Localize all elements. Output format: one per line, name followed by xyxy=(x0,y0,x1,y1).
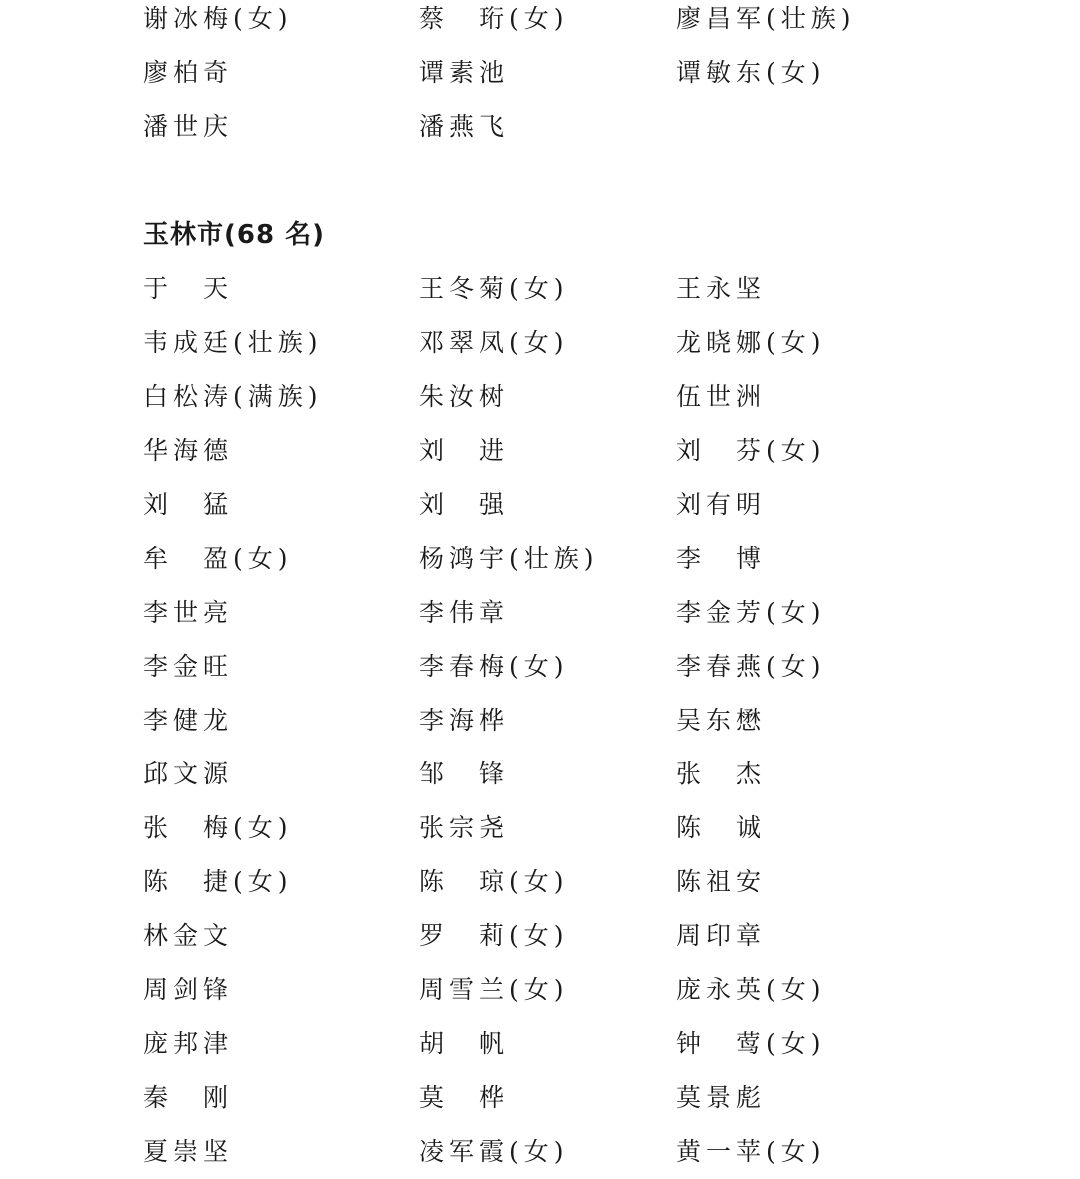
person-name: 李春燕(女) xyxy=(676,651,826,681)
previous-city-section xyxy=(143,0,1003,154)
person-name: 李金芳(女) xyxy=(676,597,826,627)
person-name: 谭敏东(女) xyxy=(676,57,826,87)
yulin-city-section xyxy=(143,208,1003,1179)
person-name: 周雪兰(女) xyxy=(419,975,569,1005)
person-name: 黄一苹(女) xyxy=(676,1137,826,1166)
person-name: 张 杰 xyxy=(676,759,767,789)
name-list-yulin xyxy=(143,262,1003,1179)
person-name: 庞永英(女) xyxy=(676,975,826,1005)
person-name: 刘有明 xyxy=(676,489,767,519)
person-name: 罗 莉(女) xyxy=(419,921,569,951)
person-name: 王冬菊(女) xyxy=(419,274,569,303)
person-name: 李 博 xyxy=(676,543,767,573)
person-name: 吴东懋 xyxy=(676,705,767,735)
person-name: 杨鸿宇(壮族) xyxy=(419,543,599,573)
person-name: 林金文 xyxy=(143,921,234,951)
person-name: 李健龙 xyxy=(143,705,234,735)
person-name: 牟 盈(女) xyxy=(143,543,293,573)
person-name: 蔡 珩(女) xyxy=(419,4,569,33)
person-name: 朱汝树 xyxy=(419,381,510,411)
person-name: 李伟章 xyxy=(419,597,510,627)
person-name: 刘 强 xyxy=(419,489,510,519)
person-name: 陈 捷(女) xyxy=(143,867,293,897)
person-name: 李世亮 xyxy=(143,597,234,627)
person-name: 凌军霞(女) xyxy=(419,1137,569,1166)
person-name: 张 梅(女) xyxy=(143,813,293,843)
person-name: 谭素池 xyxy=(419,57,510,87)
person-name: 王永坚 xyxy=(676,274,767,303)
person-name: 龙晓娜(女) xyxy=(676,327,826,357)
person-name: 邱文源 xyxy=(143,759,234,789)
person-name: 谢冰梅(女) xyxy=(143,4,293,33)
person-name: 邹 锋 xyxy=(419,759,510,789)
person-name: 韦成廷(壮族) xyxy=(143,327,323,357)
person-name: 周剑锋 xyxy=(143,975,234,1005)
person-name: 于 天 xyxy=(143,274,234,303)
person-name: 钟 莺(女) xyxy=(676,1029,826,1059)
name-list-previous xyxy=(143,0,1003,154)
person-name: 刘 芬(女) xyxy=(676,435,826,465)
person-name: 华海德 xyxy=(143,435,234,465)
person-name: 潘燕飞 xyxy=(419,111,510,141)
person-name: 莫景彪 xyxy=(676,1083,767,1113)
person-name: 庞邦津 xyxy=(143,1029,234,1059)
person-name: 秦 刚 xyxy=(143,1083,234,1113)
person-name: 李春梅(女) xyxy=(419,651,569,681)
person-name: 陈祖安 xyxy=(676,867,767,897)
person-name: 陈 诚 xyxy=(676,813,767,843)
person-name: 刘 猛 xyxy=(143,489,234,519)
person-name: 潘世庆 xyxy=(143,111,234,141)
person-name: 白松涛(满族) xyxy=(143,381,323,411)
person-name: 陈 琼(女) xyxy=(419,867,569,897)
person-name: 周印章 xyxy=(676,921,767,951)
section-heading: 玉林市(68 名) xyxy=(143,220,325,250)
person-name: 廖柏奇 xyxy=(143,57,234,87)
person-name: 伍世洲 xyxy=(676,381,767,411)
person-name: 廖昌军(壮族) xyxy=(676,4,856,33)
person-name: 邓翠凤(女) xyxy=(419,327,569,357)
person-name: 张宗尧 xyxy=(419,813,510,843)
person-name: 李海桦 xyxy=(419,705,510,735)
person-name: 夏崇坚 xyxy=(143,1137,234,1166)
person-name: 刘 进 xyxy=(419,435,510,465)
person-name: 胡 帆 xyxy=(419,1029,510,1059)
person-name: 李金旺 xyxy=(143,651,234,681)
person-name: 莫 桦 xyxy=(419,1083,510,1113)
